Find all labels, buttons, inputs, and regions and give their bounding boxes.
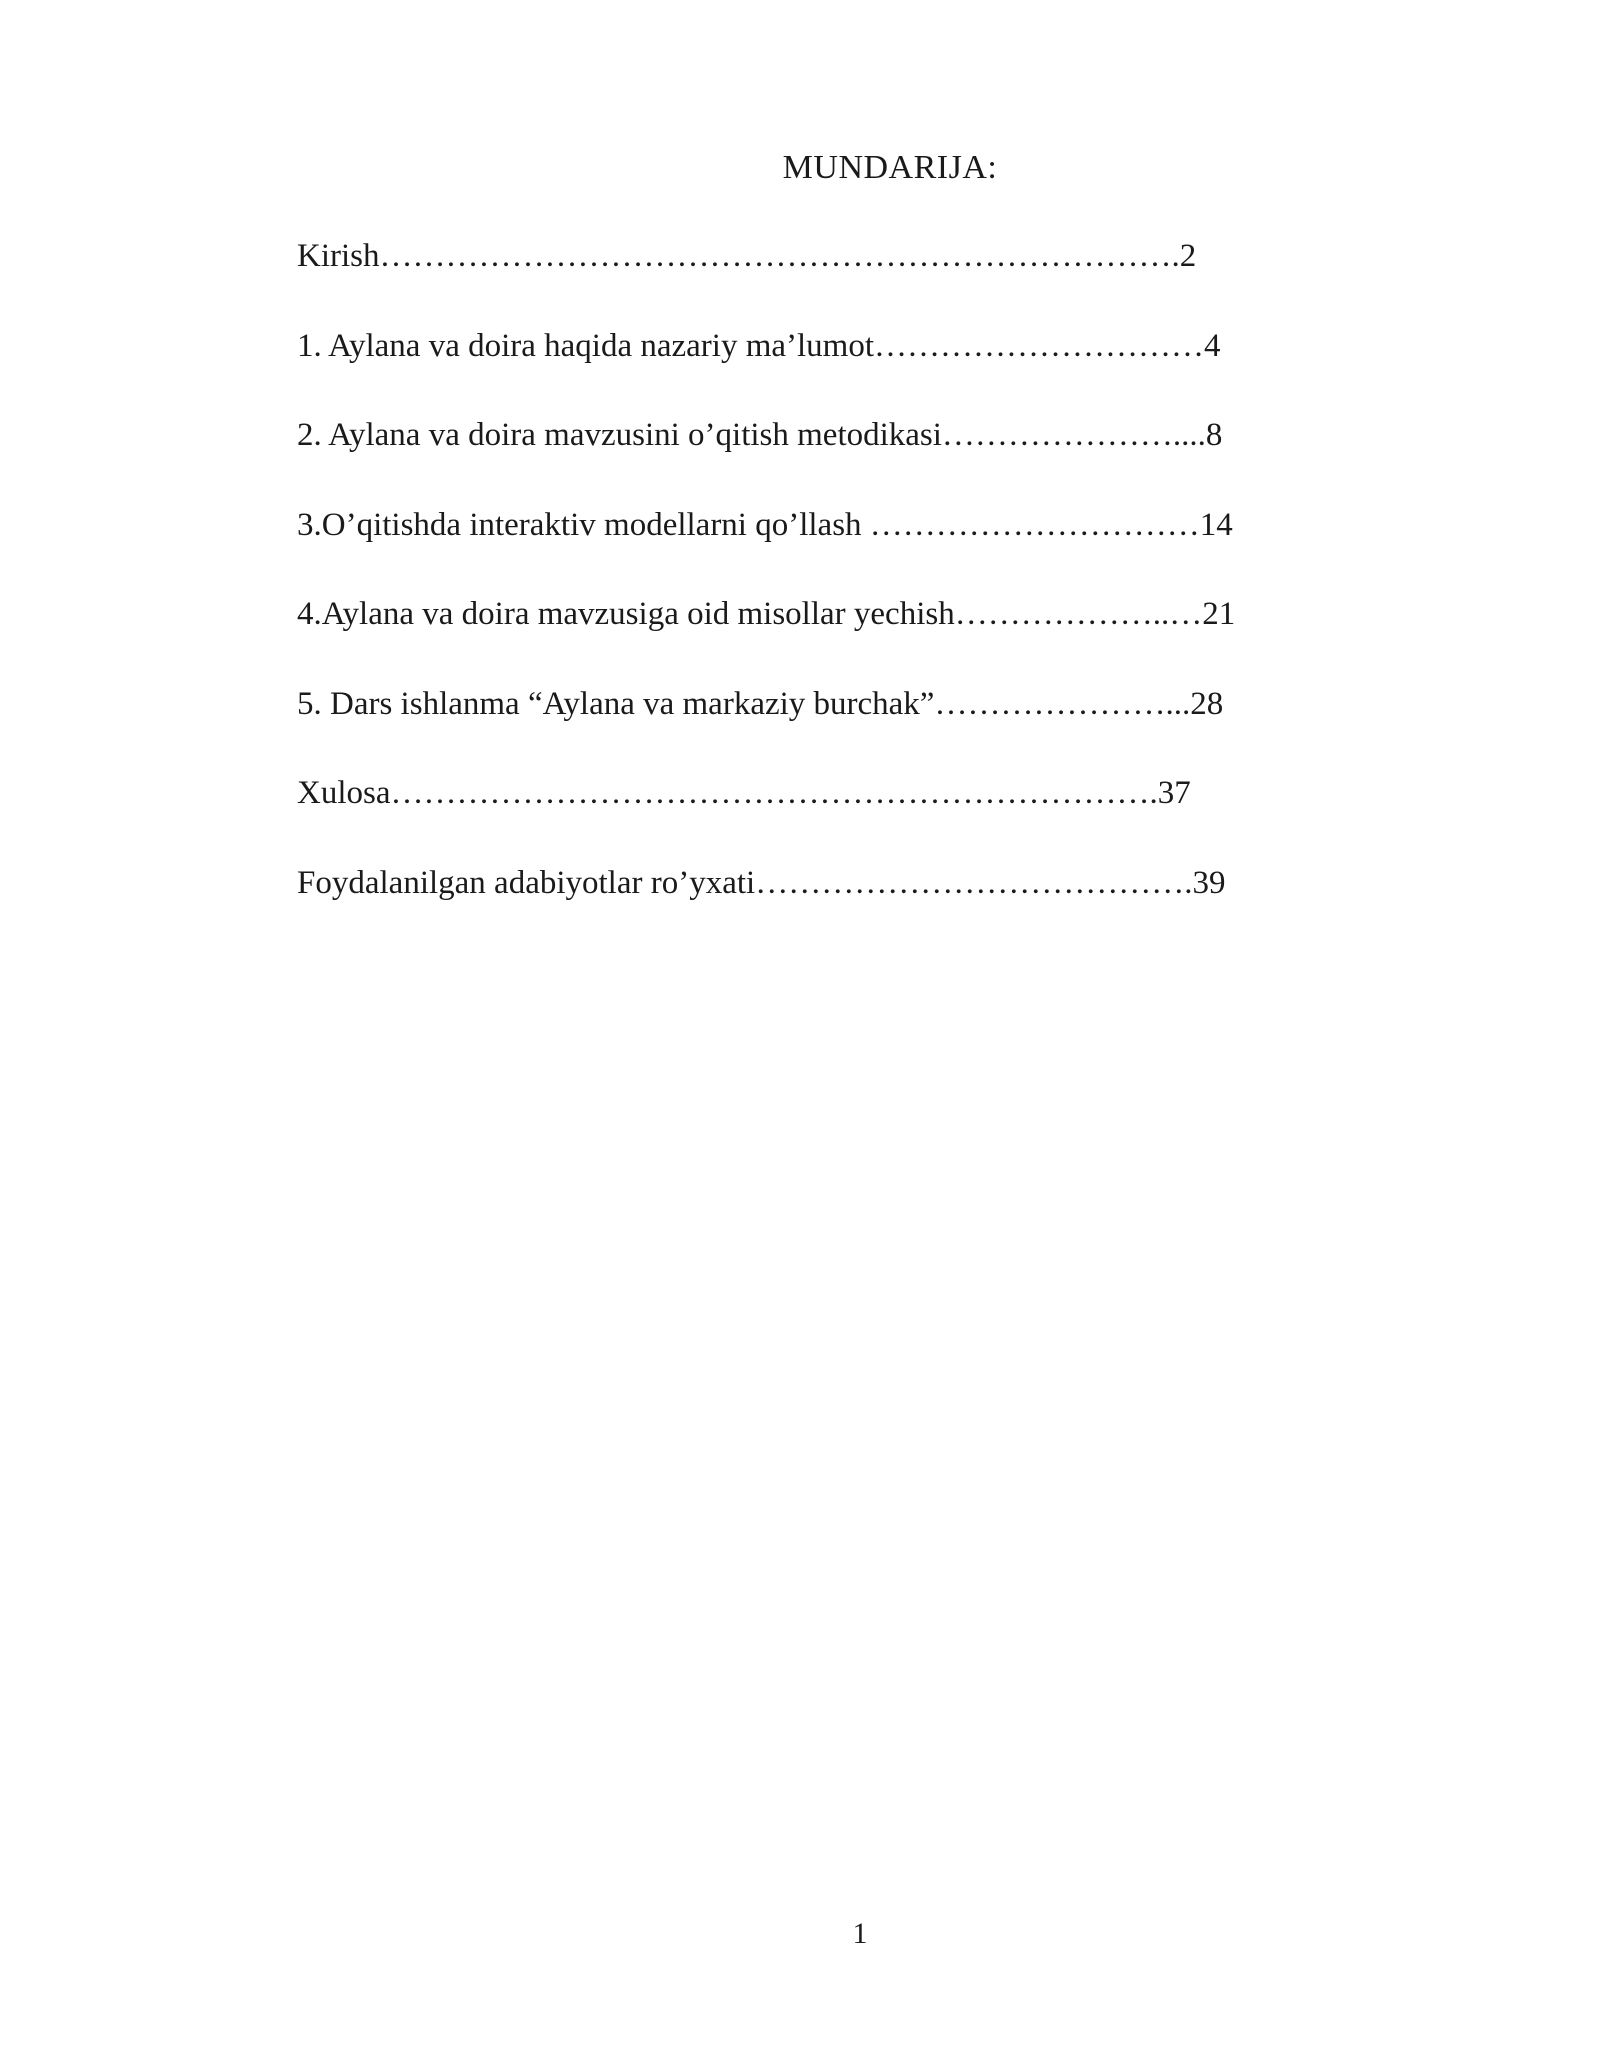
toc-entry-xulosa: Xulosa…………………………………………………………….37 xyxy=(297,775,1191,811)
table-of-contents xyxy=(297,236,1347,952)
toc-entry-kirish: Kirish……………………………………………………………….2 xyxy=(297,238,1197,274)
toc-entry-4: 4.Aylana va doira mavzusiga oid misollar yechish………………..…21 xyxy=(297,596,1236,632)
toc-entry-2: 2. Aylana va doira mavzusini o’qitish metodikasi…………………....8 xyxy=(297,417,1223,453)
toc-entry-3: 3.O’qitishda interaktiv modellarni qo’llash …………………………14 xyxy=(297,506,1233,543)
toc-entry-5: 5. Dars ishlanma “Aylana va markaziy burchak”…………………...28 xyxy=(297,685,1224,722)
toc-entry-1: 1. Aylana va doira haqida nazariy ma’lumot…………………………4 xyxy=(297,327,1221,364)
toc-entry-adabiyotlar: Foydalanilgan adabiyotlar ro’yxati………………………………….39 xyxy=(297,864,1226,901)
page-title: MUNDARIJA: xyxy=(782,149,998,186)
page-number: 1 xyxy=(852,1917,868,1950)
